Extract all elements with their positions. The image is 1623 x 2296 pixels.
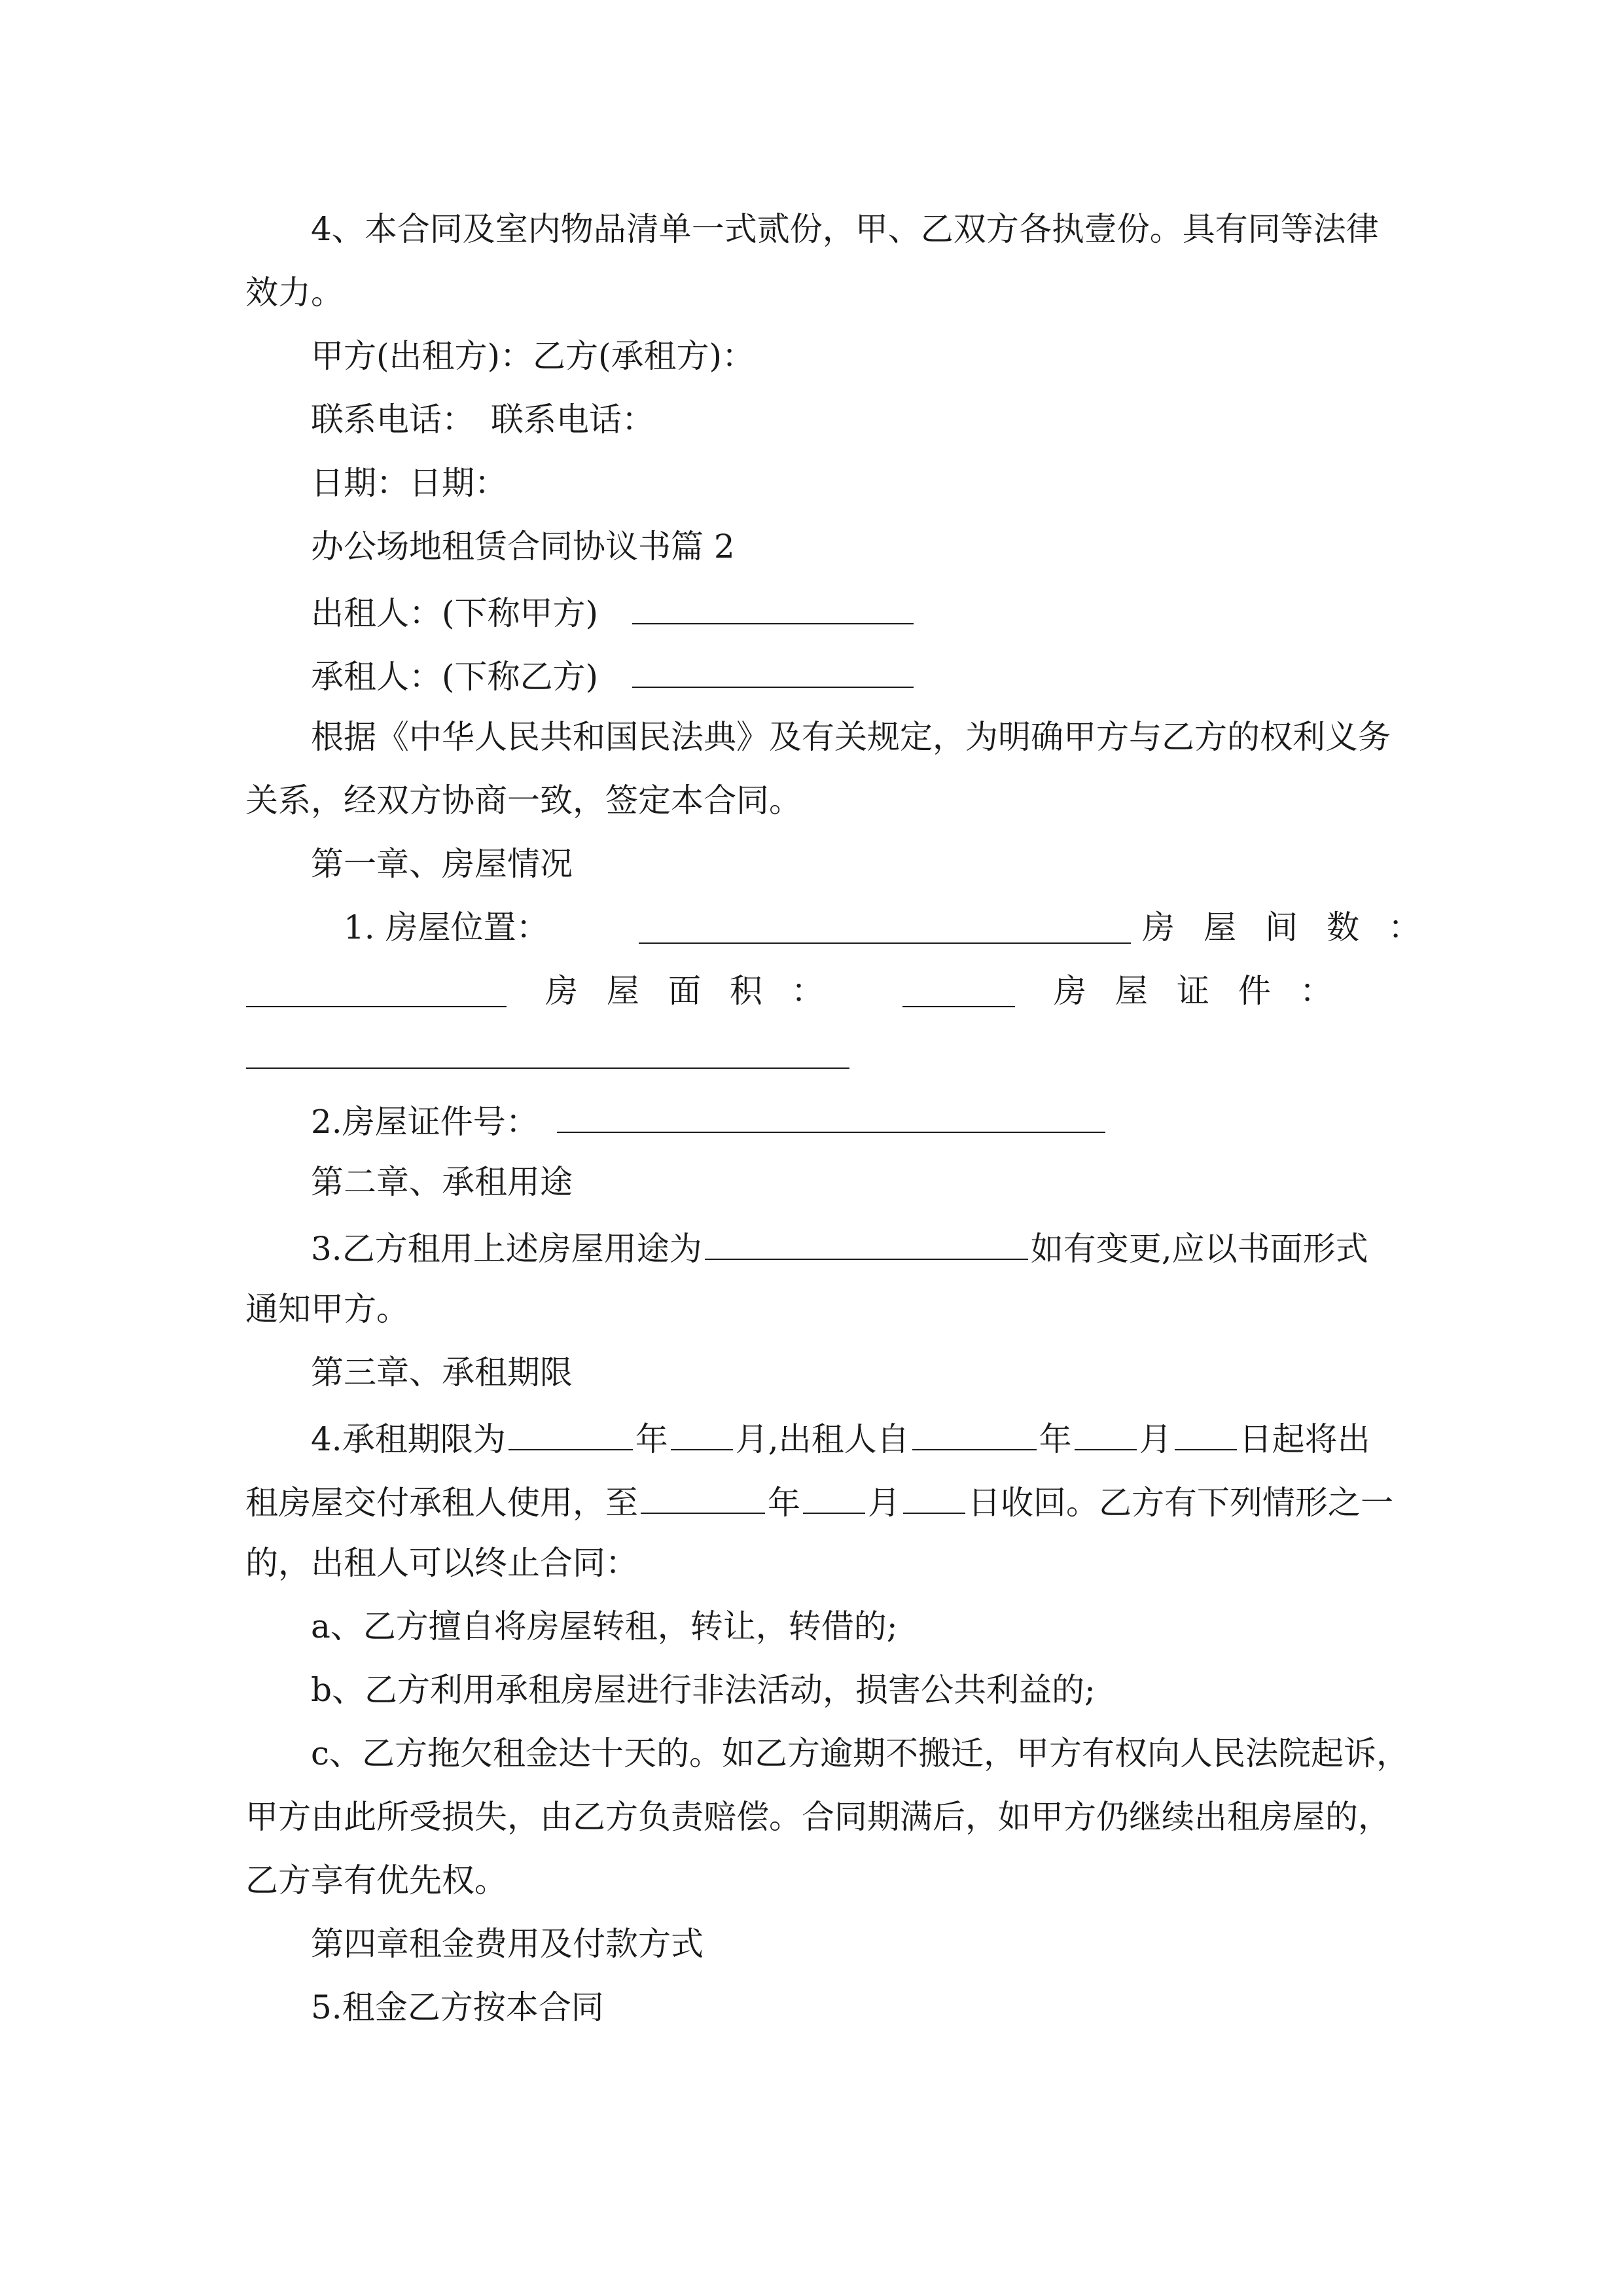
end-month-blank[interactable] (803, 1480, 865, 1514)
clause-4-line-1: 4、本合同及室内物品清单一式贰份，甲、乙双方各执壹份。具有同等法律 (311, 210, 1379, 248)
start-day-suffix: 日起将出 (1239, 1420, 1370, 1458)
term-line-1 (311, 1416, 1370, 1459)
condition-c-line-1: c、乙方拖欠租金达十天的。如乙方逾期不搬迁，甲方有权向人民法院起诉， (311, 1734, 1410, 1772)
usage-blank[interactable] (705, 1226, 1028, 1260)
lessee-label: 承租人：(下称乙方) (311, 658, 599, 696)
section-title: 办公场地租赁合同协议书篇 2 (311, 528, 735, 565)
chapter-4-heading: 第四章租金费用及付款方式 (311, 1925, 704, 1963)
chapter-3-heading: 第三章、承租期限 (311, 1354, 573, 1391)
house-area-label: 房屋面积： (545, 972, 853, 1010)
term-years-blank[interactable] (508, 1416, 633, 1450)
term-year-unit: 年 (635, 1420, 668, 1458)
chapter-1-heading: 第一章、房屋情况 (311, 845, 573, 883)
end-day-blank[interactable] (903, 1480, 965, 1514)
certificate-number-blank[interactable] (557, 1099, 1105, 1133)
house-area-blank[interactable] (902, 973, 1015, 1007)
usage-suffix: 如有变更,应以书面形式 (1030, 1230, 1368, 1268)
usage-label: 3.乙方租用上述房屋用途为 (311, 1230, 702, 1268)
term-label: 4.承租期限为 (311, 1420, 506, 1458)
lessee-line (311, 654, 916, 696)
usage-line (311, 1226, 1368, 1268)
term-handover-label: 租房屋交付承租人使用，至 (245, 1484, 638, 1522)
end-day-suffix: 日收回。乙方有下列情形之一 (968, 1484, 1393, 1522)
start-month-unit: 月 (1139, 1420, 1172, 1458)
term-from-label: 月,出租人自 (735, 1420, 910, 1458)
lessor-blank[interactable] (632, 590, 914, 624)
room-count-label: 房屋间数： (1142, 908, 1450, 946)
certificate-number-line (311, 1099, 1108, 1141)
condition-b: b、乙方利用承租房屋进行非法活动，损害公共利益的; (311, 1671, 1096, 1709)
rent-clause: 5.租金乙方按本合同 (311, 1988, 604, 2026)
end-month-unit: 月 (868, 1484, 901, 1522)
condition-c-line-3: 乙方享有优先权。 (245, 1861, 507, 1899)
usage-line-2: 通知甲方。 (245, 1290, 409, 1328)
house-certificate-label: 房屋证件： (1054, 972, 1361, 1010)
phone-labels: 联系电话： 联系电话： (311, 401, 654, 439)
house-location-label: 1. 房屋位置： (344, 908, 549, 946)
lessor-line (311, 590, 916, 633)
clause-4-line-2: 效力。 (245, 274, 344, 312)
condition-a: a、乙方擅自将房屋转租，转让，转借的; (311, 1607, 898, 1645)
end-year-blank[interactable] (641, 1480, 765, 1514)
party-labels: 甲方(出租方)：乙方(承租方)： (311, 337, 755, 375)
start-month-blank[interactable] (1075, 1416, 1137, 1450)
room-count-blank[interactable] (246, 973, 507, 1007)
condition-c-line-2: 甲方由此所受损失，由乙方负责赔偿。合同期满后，如甲方仍继续出租房屋的， (245, 1798, 1391, 1836)
start-year-blank[interactable] (912, 1416, 1037, 1450)
term-line-3: 的，出租人可以终止合同： (245, 1544, 638, 1582)
date-labels: 日期：日期： (311, 464, 507, 502)
start-day-blank[interactable] (1175, 1416, 1237, 1450)
chapter-2-heading: 第二章、承租用途 (311, 1163, 573, 1201)
house-certificate-blank[interactable] (246, 1035, 849, 1069)
preamble-line-1: 根据《中华人民共和国民法典》及有关规定，为明确甲方与乙方的权利义务 (311, 718, 1391, 756)
lessor-label: 出租人：(下称甲方) (311, 594, 599, 632)
preamble-line-2: 关系，经双方协商一致，签定本合同。 (245, 781, 802, 819)
certificate-number-label: 2.房屋证件号： (311, 1103, 539, 1141)
term-line-2 (245, 1480, 1393, 1522)
lessee-blank[interactable] (632, 654, 914, 688)
end-year-unit: 年 (768, 1484, 800, 1522)
term-months-blank[interactable] (671, 1416, 733, 1450)
house-location-blank[interactable] (639, 910, 1131, 944)
start-year-unit: 年 (1039, 1420, 1072, 1458)
